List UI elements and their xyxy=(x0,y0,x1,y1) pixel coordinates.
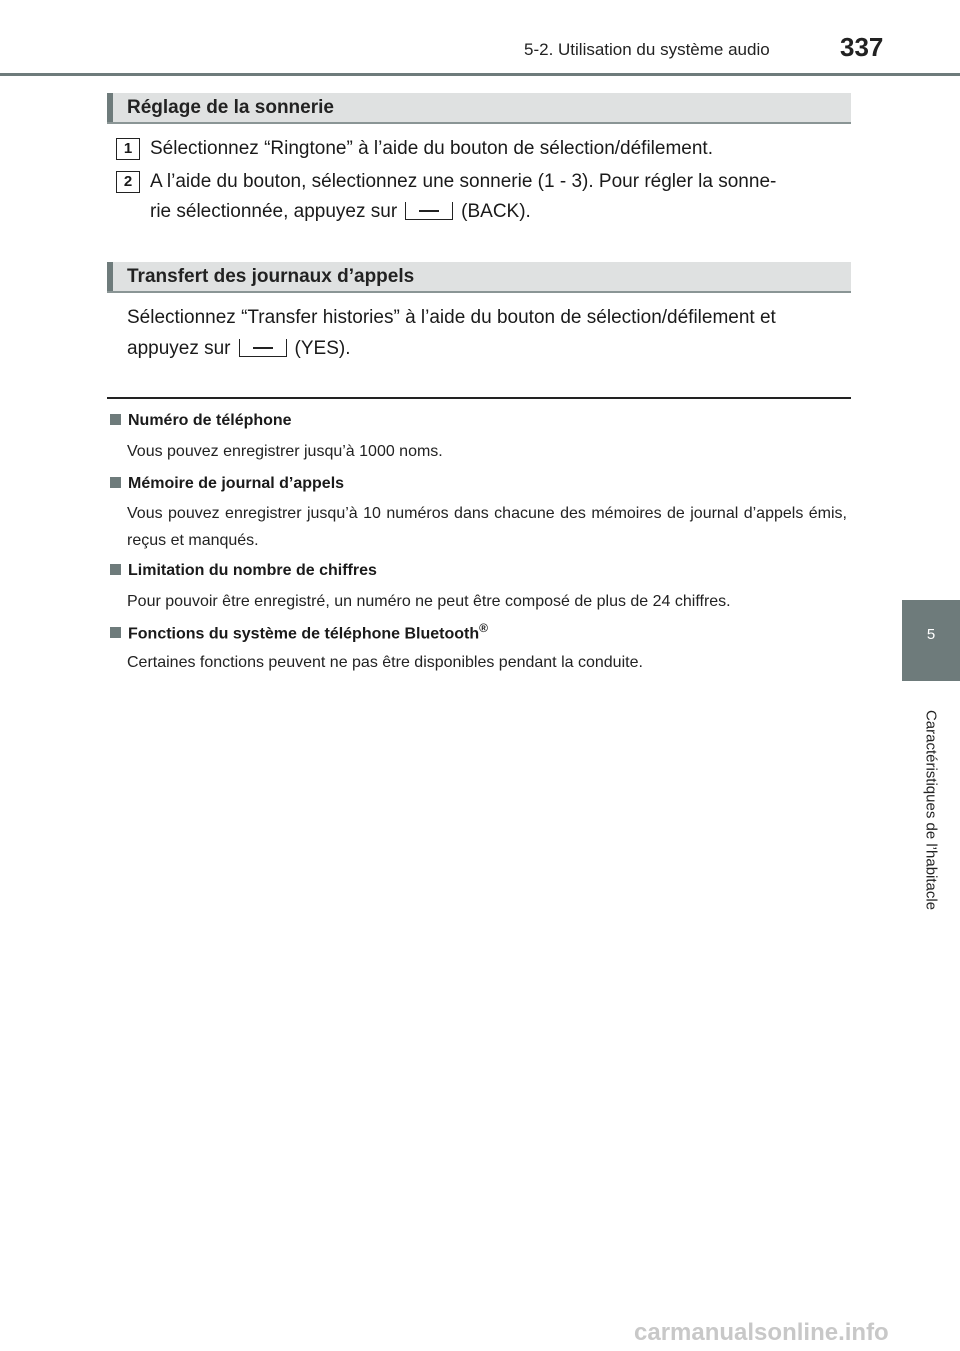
note-body: Vous pouvez enregistrer jusqu’à 1000 noms. xyxy=(127,443,443,460)
back-button-icon xyxy=(405,202,453,220)
square-bullet-icon xyxy=(110,627,121,638)
page-number: 337 xyxy=(840,32,884,62)
step-text-2-line2 xyxy=(150,197,850,227)
transfer-text-line2 xyxy=(127,333,852,364)
step-text-1: Sélectionnez “Ringtone” à l’aide du bouton de sélection/défilement. xyxy=(150,138,713,159)
step-text-2 xyxy=(150,167,850,227)
watermark: carmanualsonline.info xyxy=(634,1319,889,1346)
note-title xyxy=(110,412,292,430)
note-body: Pour pouvoir être enregistré, un numéro ne peut être composé de plus de 24 chiffres. xyxy=(127,593,731,610)
header-rule xyxy=(0,73,960,76)
section-heading-bar xyxy=(107,93,113,122)
step-number-1: 1 xyxy=(116,138,140,160)
registered-mark: ® xyxy=(479,621,488,635)
note-title xyxy=(110,621,488,643)
yes-button-icon xyxy=(239,339,287,357)
transfer-text-line1: Sélectionnez “Transfer histories” à l’aide du bouton de sélection/défilement et xyxy=(127,307,776,328)
note-title-text: Limitation du nombre de chiffres xyxy=(128,562,377,579)
chapter-tab-label: Caractéristiques de l’habitacle xyxy=(922,709,940,911)
square-bullet-icon xyxy=(110,477,121,488)
section-divider xyxy=(107,397,851,399)
transfer-text-line2-end: (YES). xyxy=(294,338,351,359)
section-heading-title: Transfert des journaux d’appels xyxy=(127,266,415,287)
square-bullet-icon xyxy=(110,414,121,425)
transfer-text xyxy=(127,302,852,364)
note-title-text: Numéro de téléphone xyxy=(128,412,292,429)
section-heading-bar xyxy=(107,262,113,291)
note-title xyxy=(110,475,344,493)
transfer-text-line2-start: appuyez sur xyxy=(127,338,231,359)
chapter-tab-number: 5 xyxy=(926,626,936,643)
square-bullet-icon xyxy=(110,564,121,575)
note-title xyxy=(110,562,377,580)
section-heading-transfer xyxy=(107,262,851,293)
step-text-2-line1: A l’aide du bouton, sélectionnez une sonnerie (1 - 3). Pour régler la sonne- xyxy=(150,171,777,192)
section-heading-ringtone xyxy=(107,93,851,124)
step-text-2-line2-start: rie sélectionnée, appuyez sur xyxy=(150,201,398,222)
section-heading-title: Réglage de la sonnerie xyxy=(127,97,334,118)
note-body: Vous pouvez enregistrer jusqu’à 10 numéros dans chacune des mémoires de journal d’appels émis, reçus et manqués. xyxy=(127,505,847,549)
step-text-2-line2-end: (BACK). xyxy=(461,201,531,222)
note-title-text: Fonctions du système de téléphone Bluetooth xyxy=(128,625,480,643)
note-body: Certaines fonctions peuvent ne pas être disponibles pendant la conduite. xyxy=(127,654,643,671)
running-header: 5-2. Utilisation du système audio xyxy=(524,40,770,59)
chapter-tab[interactable] xyxy=(902,600,960,681)
note-title-text: Mémoire de journal d’appels xyxy=(128,475,345,492)
step-number-2: 2 xyxy=(116,171,140,193)
